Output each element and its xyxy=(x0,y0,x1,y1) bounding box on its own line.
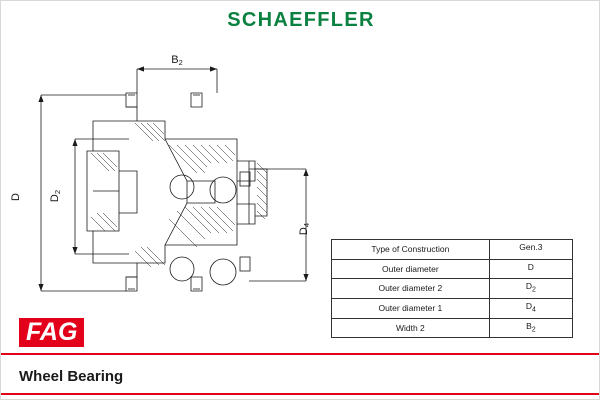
spec-label: Outer diameter 1 xyxy=(332,299,490,319)
fag-logo: FAG xyxy=(19,318,84,347)
table-row xyxy=(332,299,573,319)
spec-value: $B_2$ xyxy=(489,318,572,338)
dimension-label-b2: B2 xyxy=(171,54,183,67)
spec-value: $D_2$ xyxy=(489,279,572,299)
spec-label: Outer diameter 2 xyxy=(332,279,490,299)
dimension-label-d: D xyxy=(10,193,22,201)
schaeffler-logo: SCHAEFFLER xyxy=(227,9,375,31)
spec-value: D xyxy=(489,259,572,279)
specification-table xyxy=(331,239,573,338)
spec-value: Gen.3 xyxy=(489,240,572,260)
table-row xyxy=(332,240,573,260)
table-row xyxy=(332,259,573,279)
table-row xyxy=(332,318,573,338)
spec-value: $D_4$ xyxy=(489,299,572,319)
footer-divider-bottom xyxy=(1,393,599,395)
spec-label: Type of Construction xyxy=(332,240,490,260)
dimension-label-d4: D4 xyxy=(298,222,311,236)
spec-label: Outer diameter xyxy=(332,259,490,279)
spec-label: Width 2 xyxy=(332,318,490,338)
footer-divider-top xyxy=(1,353,599,355)
product-title: Wheel Bearing xyxy=(19,368,124,385)
table-row xyxy=(332,279,573,299)
dimension-label-d2: D2 xyxy=(49,189,62,203)
